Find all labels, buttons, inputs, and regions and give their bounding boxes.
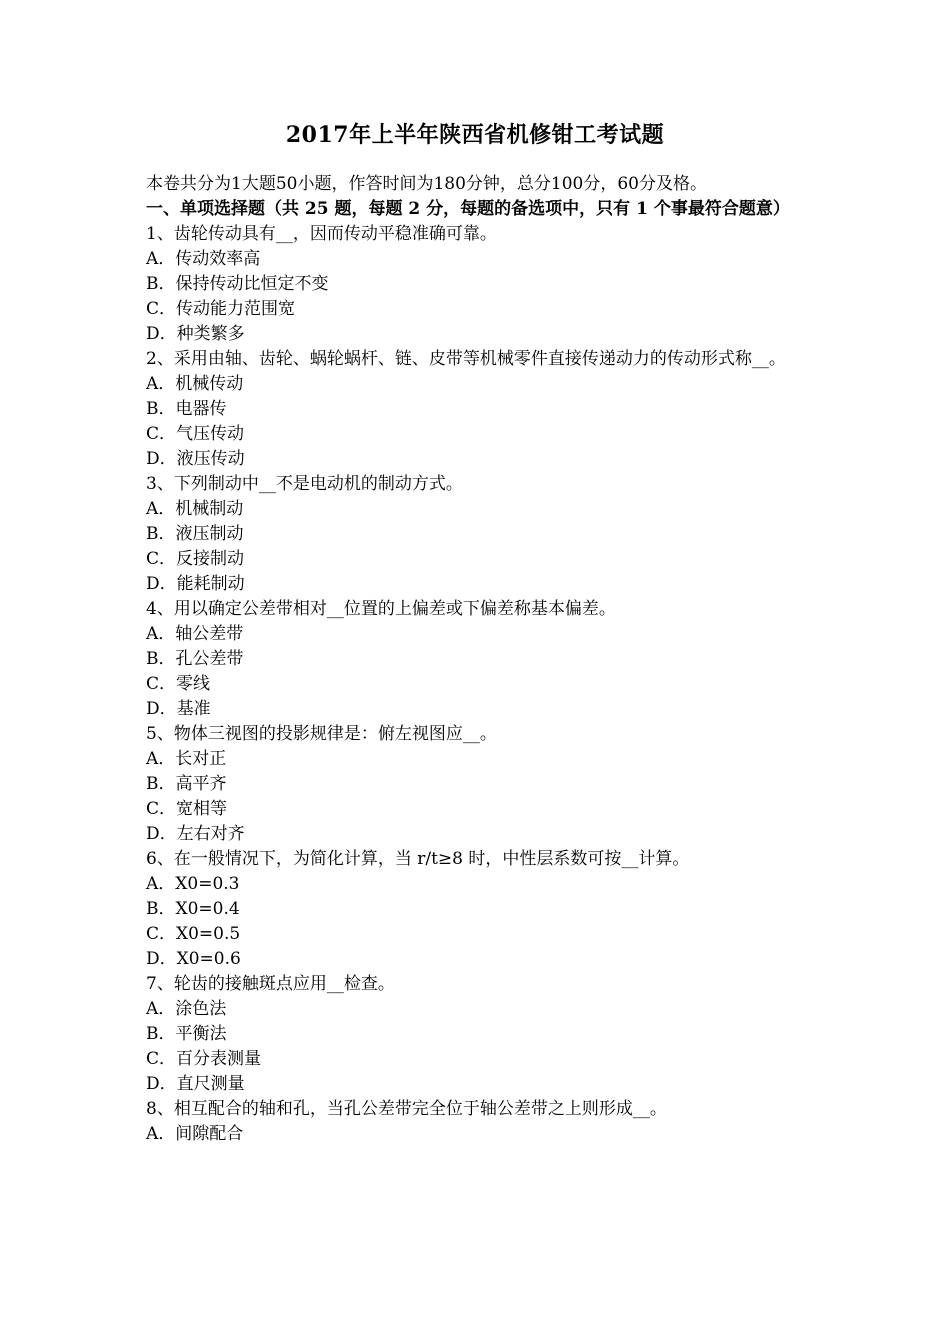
answer-option: B．平衡法 [146, 1024, 227, 1044]
question-text: 1、齿轮传动具有__，因而传动平稳准确可靠。 [146, 224, 497, 244]
exam-intro: 本卷共分为1大题50小题，作答时间为180分钟，总分100分，60分及格。 [146, 174, 707, 194]
answer-option: A．X0=0.3 [146, 874, 240, 894]
answer-option: A．长对正 [146, 749, 227, 769]
answer-option: A．传动效率高 [146, 249, 261, 269]
question-text: 2、采用由轴、齿轮、蜗轮蜗杆、链、皮带等机械零件直接传递动力的传动形式称__。 [146, 349, 786, 369]
answer-option: C．反接制动 [146, 549, 245, 569]
answer-option: A．轴公差带 [146, 624, 244, 644]
answer-option: D．液压传动 [146, 449, 245, 469]
answer-option: D．能耗制动 [146, 574, 245, 594]
answer-option: C．宽相等 [146, 799, 228, 819]
question-text: 3、下列制动中__不是电动机的制动方式。 [146, 474, 463, 494]
document-body [146, 172, 814, 1147]
answer-option: B．孔公差带 [146, 649, 244, 669]
answer-option: A．机械制动 [146, 499, 244, 519]
answer-option: D．直尺测量 [146, 1074, 245, 1094]
answer-option: D．种类繁多 [146, 324, 245, 344]
answer-option: D．左右对齐 [146, 824, 245, 844]
answer-option: C．传动能力范围宽 [146, 299, 296, 319]
answer-option: B．高平齐 [146, 774, 227, 794]
answer-option: D．X0=0.6 [146, 949, 241, 969]
answer-option: B．电器传 [146, 399, 227, 419]
question-text: 5、物体三视图的投影规律是：俯左视图应__。 [146, 724, 497, 744]
answer-option: A．间隙配合 [146, 1124, 244, 1144]
question-text: 4、用以确定公差带相对__位置的上偏差或下偏差称基本偏差。 [146, 599, 616, 619]
answer-option: C．气压传动 [146, 424, 245, 444]
question-list [146, 222, 814, 1147]
answer-option: B．液压制动 [146, 524, 244, 544]
answer-option: C．零线 [146, 674, 211, 694]
question-text: 8、相互配合的轴和孔，当孔公差带完全位于轴公差带之上则形成__。 [146, 1099, 667, 1119]
answer-option: B．X0=0.4 [146, 899, 240, 919]
question-text: 6、在一般情况下，为简化计算，当 r/t≥8 时，中性层系数可按__计算。 [146, 849, 690, 869]
answer-option: C．X0=0.5 [146, 924, 241, 944]
question-text: 7、轮齿的接触斑点应用__检查。 [146, 974, 395, 994]
answer-option: B．保持传动比恒定不变 [146, 274, 329, 294]
answer-option: D．基准 [146, 699, 211, 719]
answer-option: A．机械传动 [146, 374, 244, 394]
section-heading: 一、单项选择题（共 25 题，每题 2 分，每题的备选项中，只有 1 个事最符合题意） [146, 199, 790, 219]
answer-option: C．百分表测量 [146, 1049, 262, 1069]
document-title: 2017年上半年陕西省机修钳工考试题 [285, 122, 665, 148]
answer-option: A．涂色法 [146, 999, 227, 1019]
